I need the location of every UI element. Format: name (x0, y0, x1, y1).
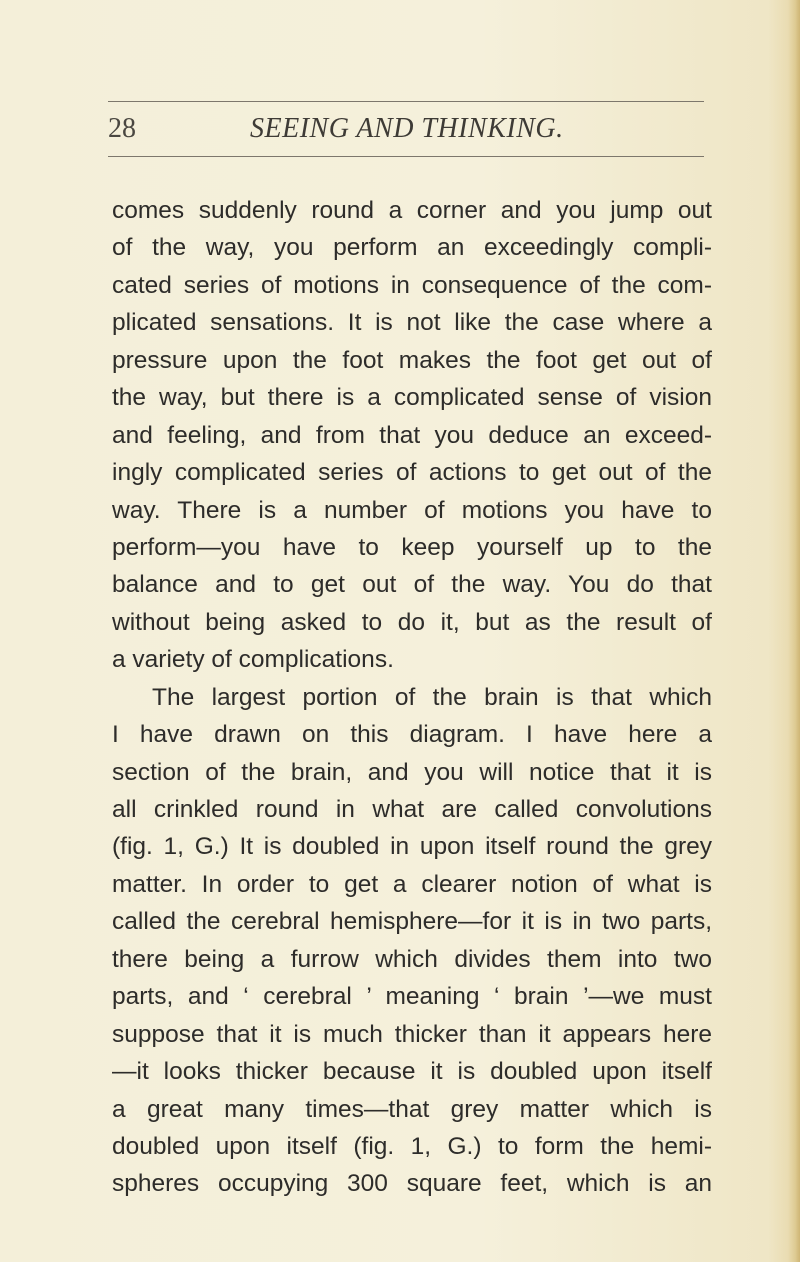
text-line: The largest portion of the brain is that which (152, 683, 712, 711)
text-line: comes suddenly round a corner and you jump out (112, 197, 712, 224)
header-rule-bottom (108, 156, 704, 157)
text-line: without being asked to do it, but as the result of (112, 608, 712, 636)
text-line: perform—you have to keep yourself up to the (112, 533, 712, 561)
page-edge (788, 0, 800, 1262)
text-line: spheres occupying 300 square feet, which is an (112, 1170, 712, 1198)
text-line: ingly complicated series of actions to get out of the (112, 459, 712, 487)
text-line: section of the brain, and you will notice that it is (112, 758, 712, 786)
text-line: plicated sensations. It is not like the case where a (112, 309, 712, 337)
text-line: pressure upon the foot makes the foot get out of (112, 346, 712, 374)
text-line: parts, and ‘ cerebral ’ meaning ‘ brain ’—we must (112, 983, 712, 1011)
text-line: doubled upon itself (fig. 1, G.) to form the hemi- (112, 1132, 712, 1160)
text-line: all crinkled round in what are called convolutions (112, 796, 712, 823)
running-title: SEEING AND THINKING. (250, 113, 564, 144)
text-line: balance and to get out of the way. You do that (112, 571, 712, 599)
running-header (108, 111, 704, 151)
text-line: of the way, you perform an exceedingly compli- (112, 234, 712, 262)
body-text (112, 192, 712, 1203)
page-number: 28 (108, 113, 136, 144)
text-line: called the cerebral hemisphere—for it is in two parts, (112, 908, 712, 936)
text-line: I have drawn on this diagram. I have here a (112, 721, 712, 749)
header-rule-top (108, 101, 704, 102)
text-line: and feeling, and from that you deduce an exceed- (112, 421, 712, 449)
text-line: —it looks thicker because it is doubled upon itself (112, 1058, 712, 1086)
text-line: matter. In order to get a clearer notion of what is (112, 870, 712, 898)
text-line: (fig. 1, G.) It is doubled in upon itself round the grey (112, 833, 712, 861)
text-line: a great many times—that grey matter which is (112, 1095, 712, 1123)
text-line: cated series of motions in consequence of the com- (112, 271, 712, 299)
text-line: the way, but there is a complicated sense of vision (112, 384, 712, 412)
text-line: a variety of complications. (112, 646, 394, 674)
text-line: there being a furrow which divides them into two (112, 945, 712, 973)
text-line: way. There is a number of motions you have to (112, 496, 712, 524)
text-line: suppose that it is much thicker than it appears here (112, 1020, 712, 1048)
